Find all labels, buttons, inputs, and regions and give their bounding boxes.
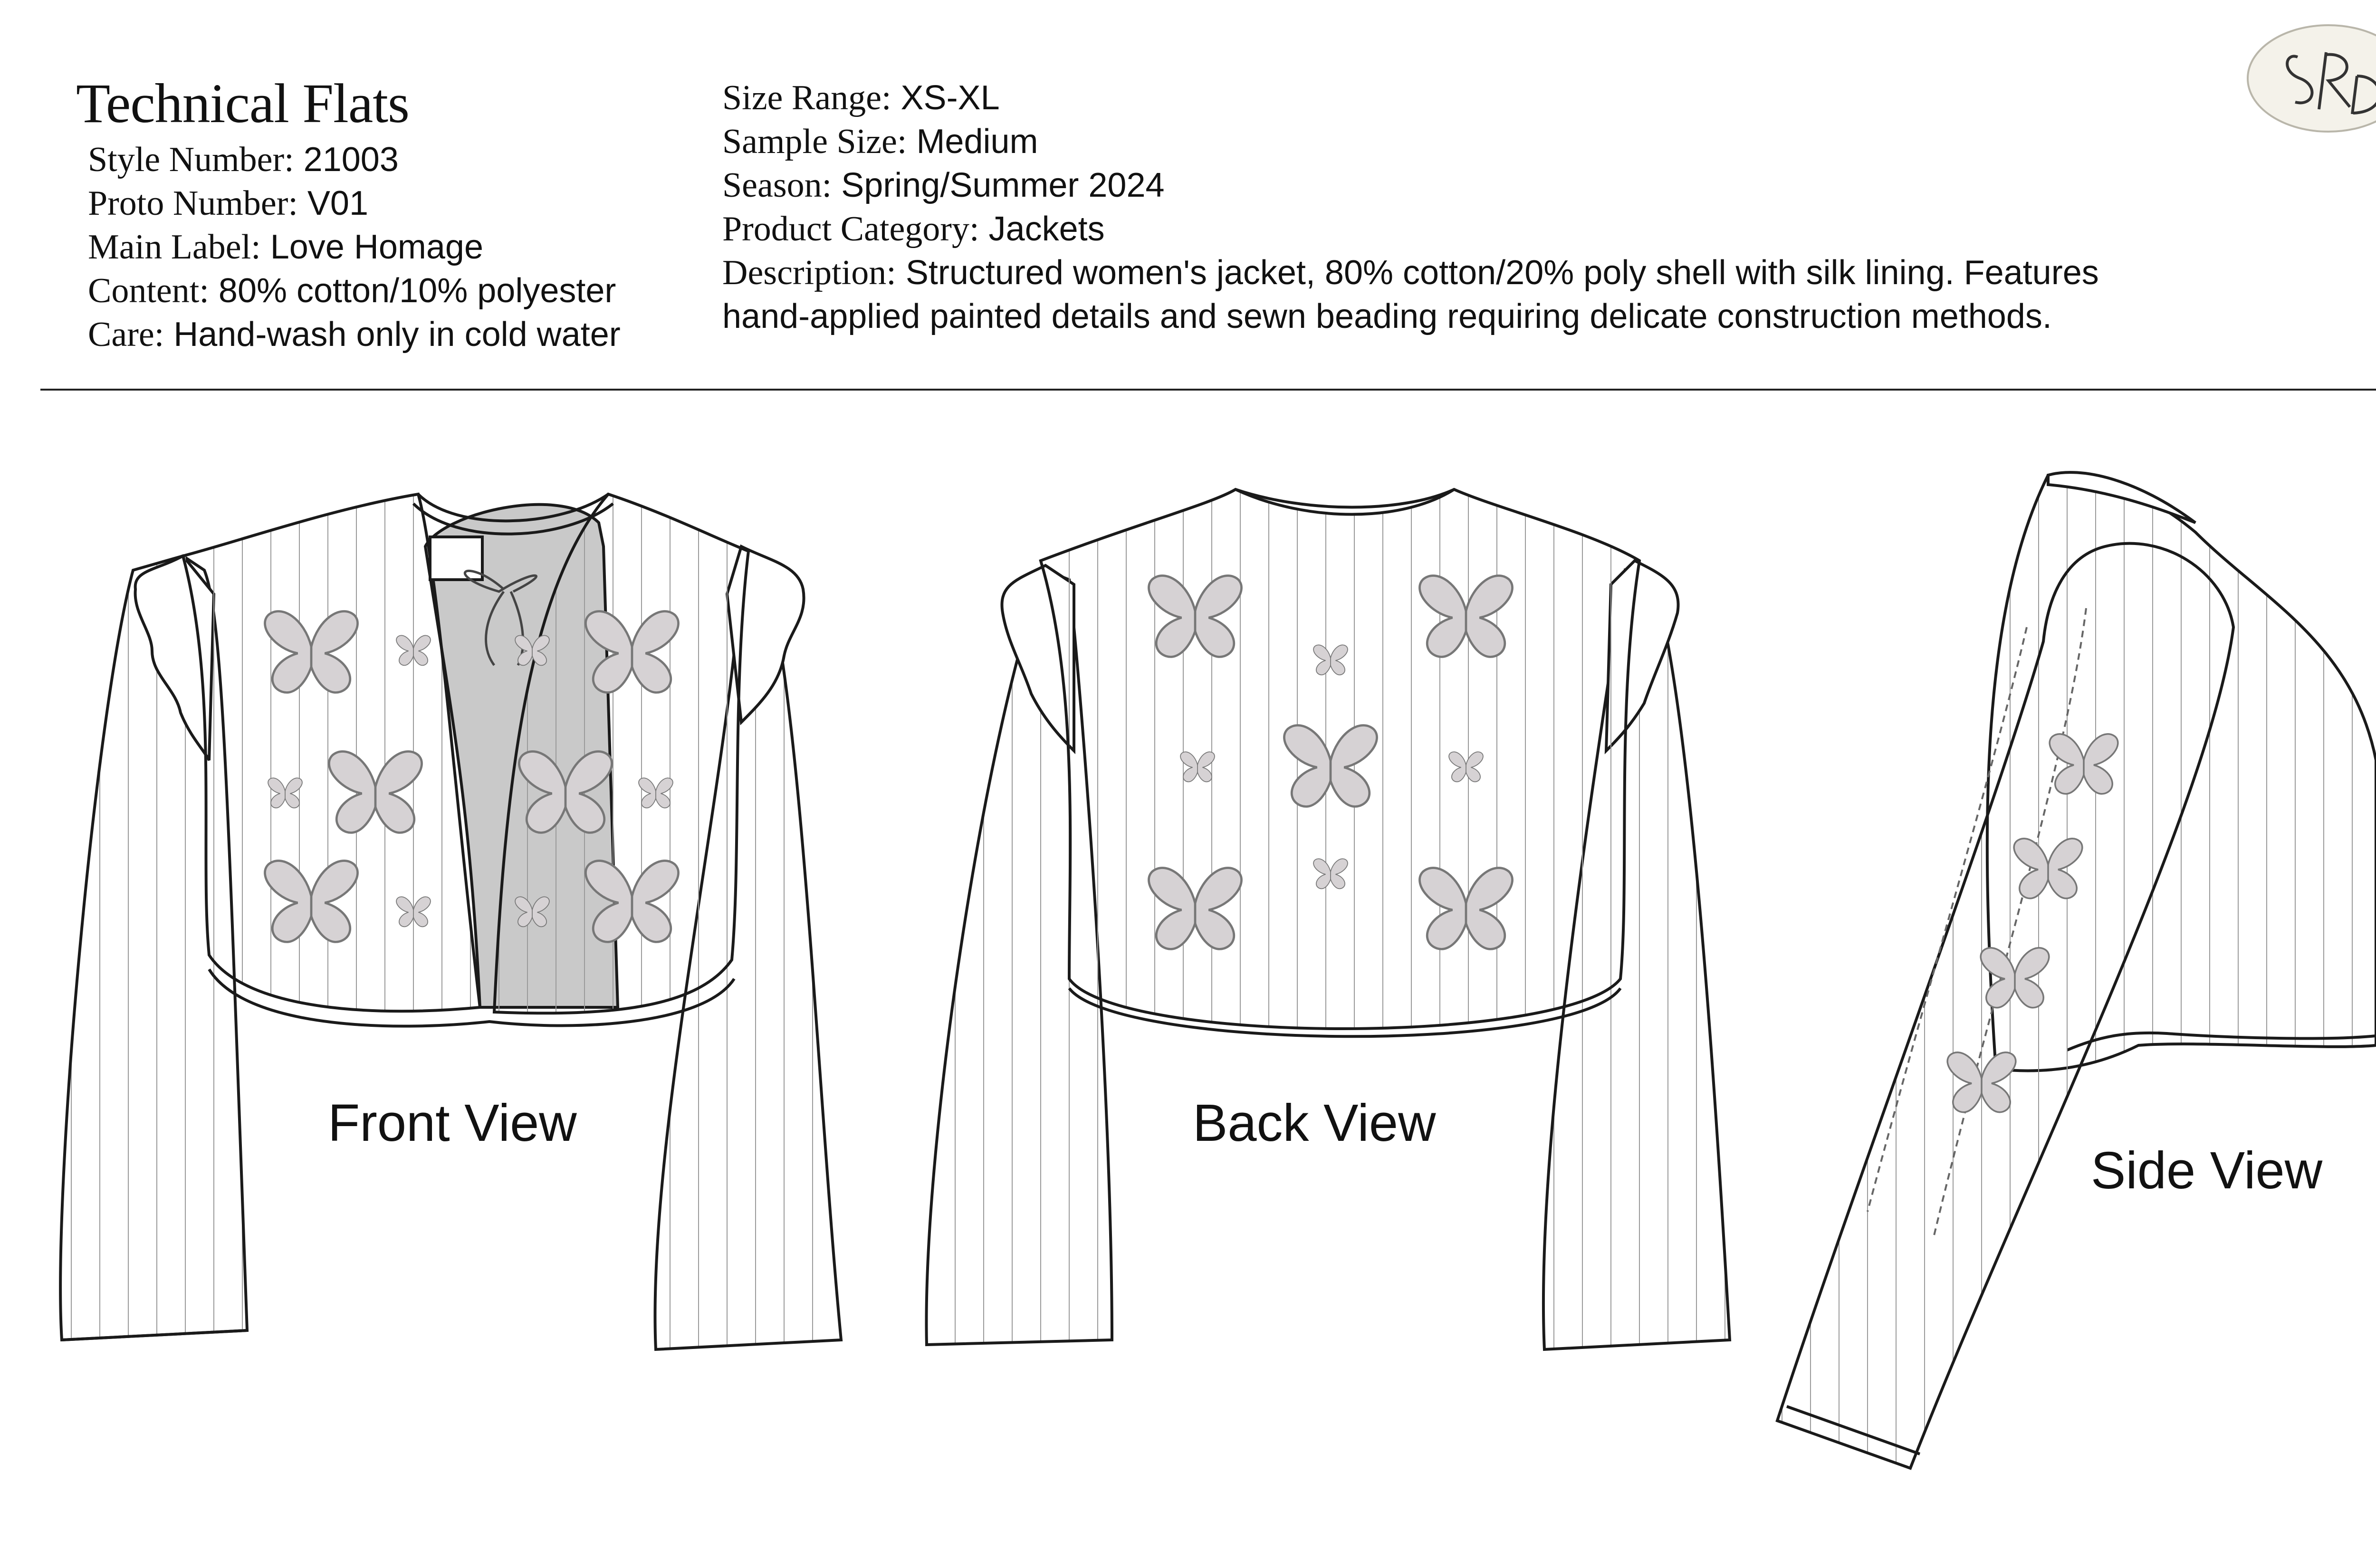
spec-content: Content: 80% cotton/10% polyester	[88, 271, 616, 310]
spec-description: Description: Structured women's jacket, 80% cotton/20% poly shell with silk lining. Features	[722, 253, 2099, 292]
spec-proto-number: Proto Number: V01	[88, 184, 369, 223]
front-view-jacket	[60, 494, 841, 1349]
front-view-label: Front View	[328, 1094, 577, 1152]
spec-product-category: Product Category: Jackets	[722, 210, 1105, 249]
spec-description-line2: hand-applied painted details and sewn beading requiring delicate construction methods.	[722, 297, 2052, 335]
spec-sample-size: Sample Size: Medium	[722, 122, 1038, 161]
back-view-label: Back View	[1193, 1094, 1436, 1152]
spec-size-range: Size Range: XS-XL	[722, 78, 1000, 117]
side-view-label: Side View	[2091, 1141, 2323, 1200]
page-title: Technical Flats	[76, 72, 409, 134]
spec-season: Season: Spring/Summer 2024	[722, 166, 1165, 205]
spec-style-number: Style Number: 21003	[88, 140, 399, 179]
back-view-jacket	[926, 489, 1730, 1349]
spec-main-label: Main Label: Love Homage	[88, 228, 483, 267]
side-view-jacket	[1777, 472, 2376, 1468]
spec-care: Care: Hand-wash only in cold water	[88, 315, 621, 354]
